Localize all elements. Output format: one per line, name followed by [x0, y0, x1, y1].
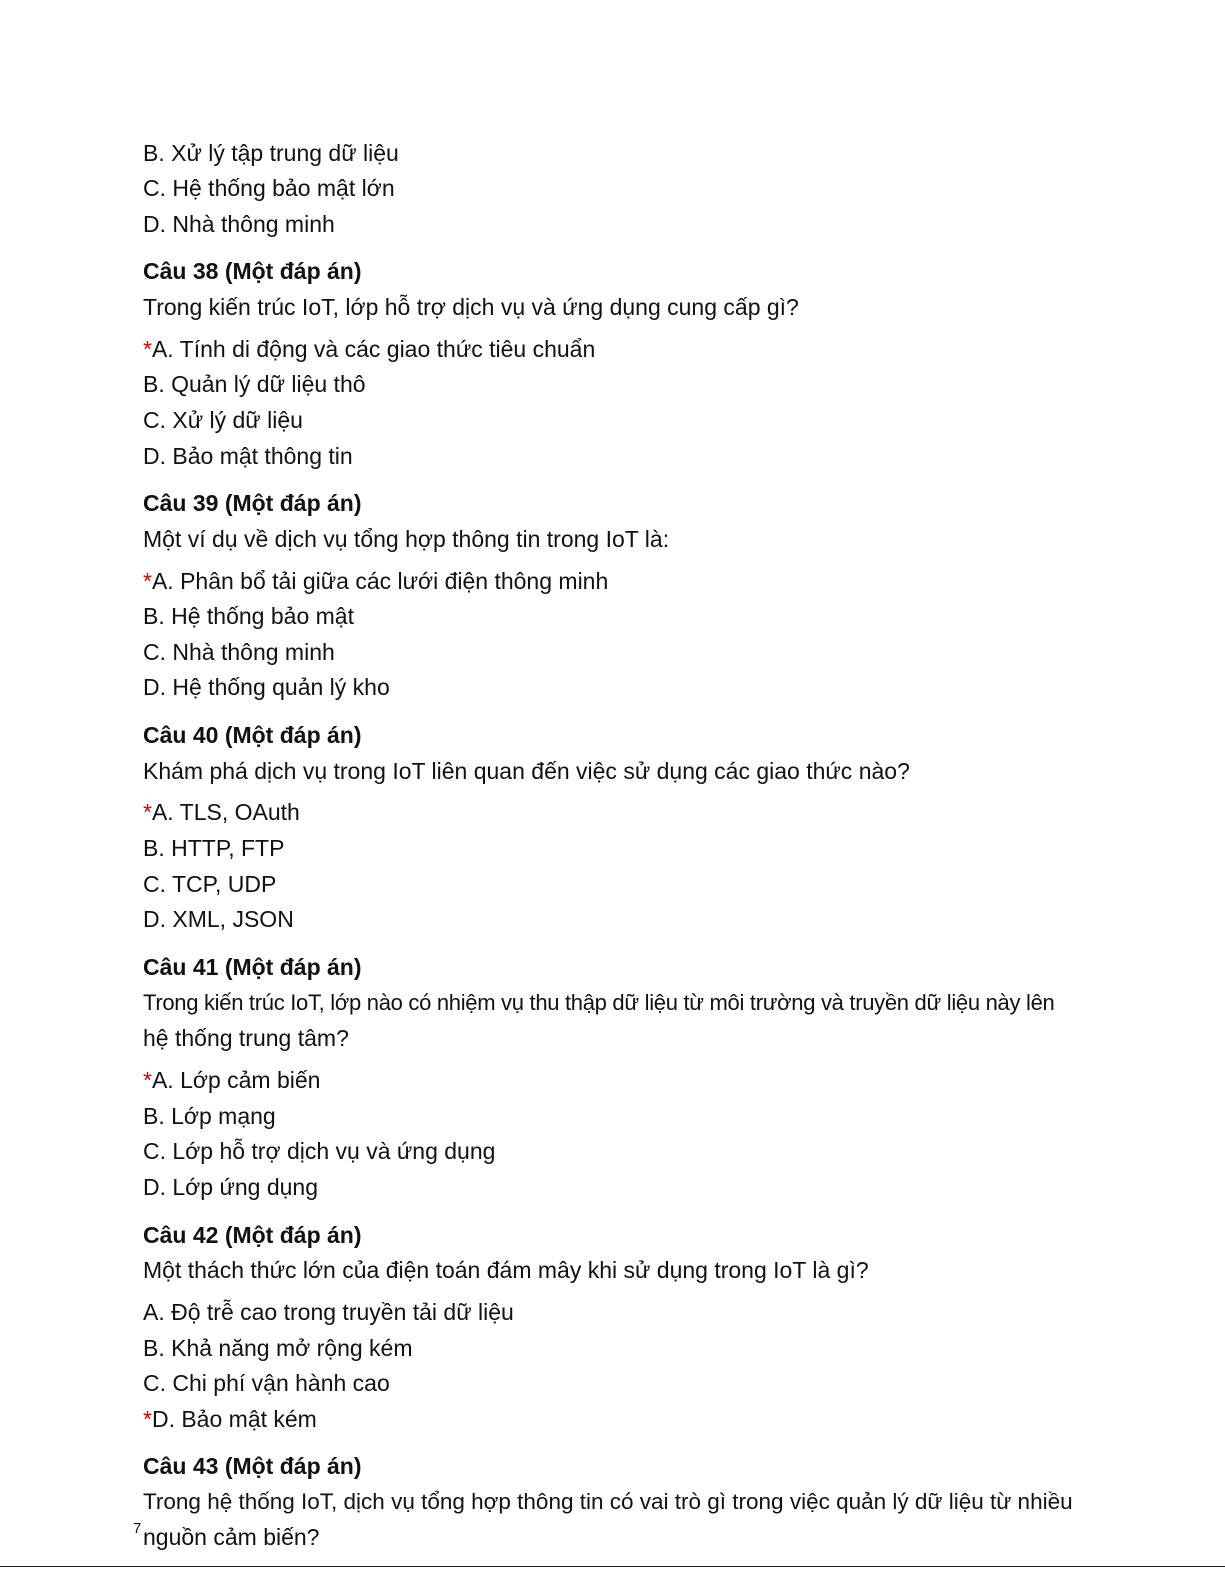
question-40-option-b: B. HTTP, FTP [143, 835, 285, 861]
question-38-option-c: C. Xử lý dữ liệu [143, 407, 303, 433]
question-43-text-line-1: Trong hệ thống IoT, dịch vụ tổng hợp thông tin có vai trò gì trong việc quản lý dữ liệu từ nhiều [143, 1489, 1073, 1514]
question-41-text-line-1: Trong kiến trúc IoT, lớp nào có nhiệm vụ thu thập dữ liệu từ môi trường và truyền dữ liệu này lên [143, 990, 1055, 1015]
question-38-option-a: *A. Tính di động và các giao thức tiêu chuẩn [143, 336, 596, 362]
question-41-option-d: D. Lớp ứng dụng [143, 1174, 318, 1200]
question-41-option-c: C. Lớp hỗ trợ dịch vụ và ứng dụng [143, 1138, 496, 1164]
option-c: C. Hệ thống bảo mật lớn [143, 175, 395, 201]
question-40-option-c: C. TCP, UDP [143, 871, 277, 897]
page-number: 7 [133, 1520, 142, 1537]
question-39-option-a: *A. Phân bổ tải giữa các lưới điện thông minh [143, 568, 609, 594]
question-42-option-d: *D. Bảo mật kém [143, 1406, 317, 1432]
question-39-text: Một ví dụ về dịch vụ tổng hợp thông tin trong IoT là: [143, 526, 670, 552]
question-38-text: Trong kiến trúc IoT, lớp hỗ trợ dịch vụ và ứng dụng cung cấp gì? [143, 294, 799, 320]
option-b: B. Xử lý tập trung dữ liệu [143, 140, 399, 166]
question-39-option-c: C. Nhà thông minh [143, 639, 335, 665]
question-42-option-b: B. Khả năng mở rộng kém [143, 1335, 413, 1361]
correct-answer-marker: * [143, 1406, 152, 1432]
question-40-title: Câu 40 (Một đáp án) [143, 722, 362, 748]
question-38-title: Câu 38 (Một đáp án) [143, 258, 362, 284]
option-d: D. Nhà thông minh [143, 211, 335, 237]
correct-answer-marker: * [143, 1067, 152, 1093]
question-41-text-line-2: hệ thống trung tâm? [143, 1025, 349, 1051]
correct-answer-marker: * [143, 568, 152, 594]
question-40-option-d: D. XML, JSON [143, 906, 294, 932]
question-39-option-d: D. Hệ thống quản lý kho [143, 674, 390, 700]
question-40-option-a: *A. TLS, OAuth [143, 799, 300, 825]
correct-answer-marker: * [143, 336, 152, 362]
page-bottom-divider [0, 1566, 1225, 1567]
question-38-option-b: B. Quản lý dữ liệu thô [143, 371, 366, 397]
question-41-option-a: *A. Lớp cảm biến [143, 1067, 321, 1093]
question-38-option-d: D. Bảo mật thông tin [143, 443, 353, 469]
question-43-title: Câu 43 (Một đáp án) [143, 1453, 362, 1479]
question-42-title: Câu 42 (Một đáp án) [143, 1222, 362, 1248]
correct-answer-marker: * [143, 799, 152, 825]
question-40-text: Khám phá dịch vụ trong IoT liên quan đến việc sử dụng các giao thức nào? [143, 758, 910, 784]
question-43-text-line-2: nguồn cảm biến? [143, 1524, 320, 1550]
question-42-text: Một thách thức lớn của điện toán đám mây khi sử dụng trong IoT là gì? [143, 1257, 869, 1283]
question-39-option-b: B. Hệ thống bảo mật [143, 603, 354, 629]
question-42-option-c: C. Chi phí vận hành cao [143, 1370, 390, 1396]
question-41-option-b: B. Lớp mạng [143, 1103, 276, 1129]
question-39-title: Câu 39 (Một đáp án) [143, 490, 362, 516]
question-41-title: Câu 41 (Một đáp án) [143, 954, 362, 980]
question-42-option-a: A. Độ trễ cao trong truyền tải dữ liệu [143, 1299, 514, 1325]
